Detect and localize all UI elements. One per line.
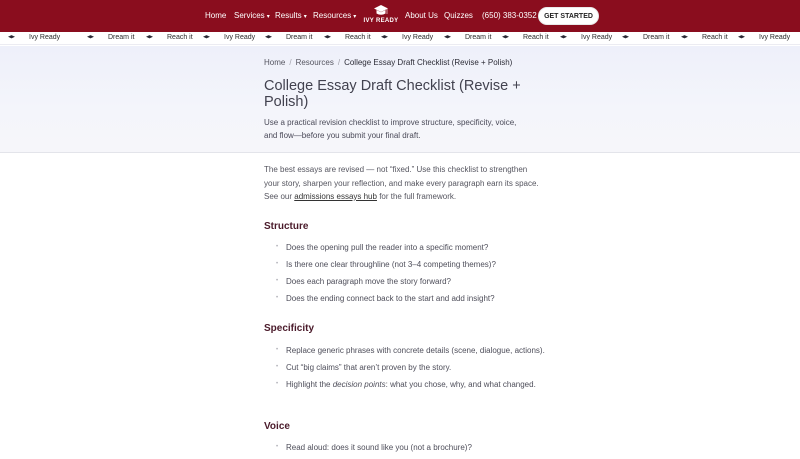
checklist-item: • Does the opening pull the reader into a specific moment? — [276, 242, 546, 253]
page-title: College Essay Draft Checklist (Revise + Polish) — [264, 78, 521, 110]
section-heading-structure: Structure — [264, 221, 309, 232]
admissions-essays-hub-link[interactable]: admissions essays hub — [294, 192, 377, 201]
nav-results[interactable] — [275, 11, 307, 20]
intro-text-end: for the full framework. — [376, 192, 457, 201]
brand-name: IVY READY — [363, 18, 399, 24]
checklist-item: • Read aloud: does it sound like you (not a brochure)? — [276, 442, 546, 453]
nav-home[interactable]: Home — [205, 11, 227, 20]
ticker-item: Dream it — [108, 34, 135, 41]
graduation-cap-icon — [681, 35, 688, 39]
page-hero — [0, 46, 800, 153]
checklist-item: • Does the ending connect back to the start and add insight? — [276, 293, 546, 304]
breadcrumb-separator: / — [289, 58, 292, 67]
section-heading-specificity: Specificity — [264, 323, 315, 334]
graduation-cap-icon — [622, 35, 629, 39]
graduation-cap-icon — [560, 35, 567, 39]
intro-text: The best essays are revised — not “fixed.” Use this checklist to strengthen your story, sharpen your reflection, and make every paragraph earn its space. See our — [264, 165, 539, 201]
checklist-item — [276, 379, 546, 390]
intro-paragraph — [264, 163, 544, 204]
graduation-cap-icon — [265, 35, 272, 39]
breadcrumb-separator: / — [337, 58, 341, 67]
ticker-item: Ivy Ready — [402, 34, 434, 41]
section-heading-voice: Voice — [264, 421, 290, 432]
checklist-item: • Does each paragraph move the story forward? — [276, 276, 546, 287]
graduation-cap-icon — [381, 35, 388, 39]
nav-services-label: Services — [234, 11, 265, 20]
graduation-cap-icon — [87, 35, 94, 39]
voice-checklist — [276, 442, 546, 459]
ticker-item: Reach it — [345, 34, 371, 41]
top-navigation — [0, 0, 800, 32]
graduation-cap-icon — [738, 35, 745, 39]
ticker-item: Dream it — [465, 34, 492, 41]
article-body — [264, 163, 544, 204]
ticker-item: Ivy Ready — [29, 34, 61, 41]
checklist-item-text: Highlight the — [286, 380, 333, 389]
breadcrumb — [264, 58, 512, 67]
checklist-item: • Is there one clear throughline (not 3–4 competing themes)? — [276, 259, 546, 270]
page-lede: Use a practical revision checklist to improve structure, specificity, voice, and flow—before you submit your final draft. — [264, 118, 517, 140]
graduation-cap-icon — [359, 5, 403, 17]
ticker-item: Ivy Ready — [581, 34, 613, 41]
graduation-cap-icon — [8, 35, 15, 39]
nav-services[interactable] — [234, 11, 270, 20]
checklist-item-emphasis: decision points — [332, 380, 386, 389]
breadcrumb-home[interactable]: Home — [264, 58, 286, 67]
breadcrumb-current: College Essay Draft Checklist (Revise + Polish) — [344, 58, 513, 67]
ticker-item: Dream it — [643, 34, 670, 41]
specificity-checklist — [276, 345, 546, 396]
nav-quizzes[interactable]: Quizzes — [444, 11, 473, 20]
nav-resources-label: Resources — [313, 11, 352, 20]
checklist-item-text-end: : what you chose, why, and what changed. — [385, 380, 536, 389]
chevron-down-icon: ▾ — [266, 14, 270, 20]
chevron-down-icon: ▾ — [303, 14, 307, 20]
ticker-item: Dream it — [286, 34, 313, 41]
ticker-item: Ivy Ready — [224, 34, 256, 41]
structure-checklist — [276, 242, 546, 310]
graduation-cap-icon — [203, 35, 210, 39]
graduation-cap-icon — [146, 35, 153, 39]
get-started-button[interactable]: GET STARTED — [538, 7, 599, 25]
nav-phone[interactable]: (650) 383-0352 — [482, 11, 537, 20]
ticker-item: Reach it — [702, 34, 728, 41]
graduation-cap-icon — [324, 35, 331, 39]
breadcrumb-resources[interactable]: Resources — [295, 58, 334, 67]
brand-logo[interactable] — [359, 5, 403, 24]
graduation-cap-icon — [444, 35, 451, 39]
ticker-item: Reach it — [167, 34, 193, 41]
graduation-cap-icon — [502, 35, 509, 39]
nav-results-label: Results — [275, 11, 302, 20]
ticker-item: Ivy Ready — [759, 34, 791, 41]
nav-resources[interactable] — [313, 11, 356, 20]
chevron-down-icon: ▾ — [353, 14, 357, 20]
checklist-item: • Cut “big claims” that aren’t proven by the story. — [276, 362, 546, 373]
nav-about[interactable]: About Us — [405, 11, 438, 20]
checklist-item: • Replace generic phrases with concrete details (scene, dialogue, actions). — [276, 345, 546, 356]
marquee-ticker — [0, 32, 800, 45]
ticker-item: Reach it — [523, 34, 549, 41]
